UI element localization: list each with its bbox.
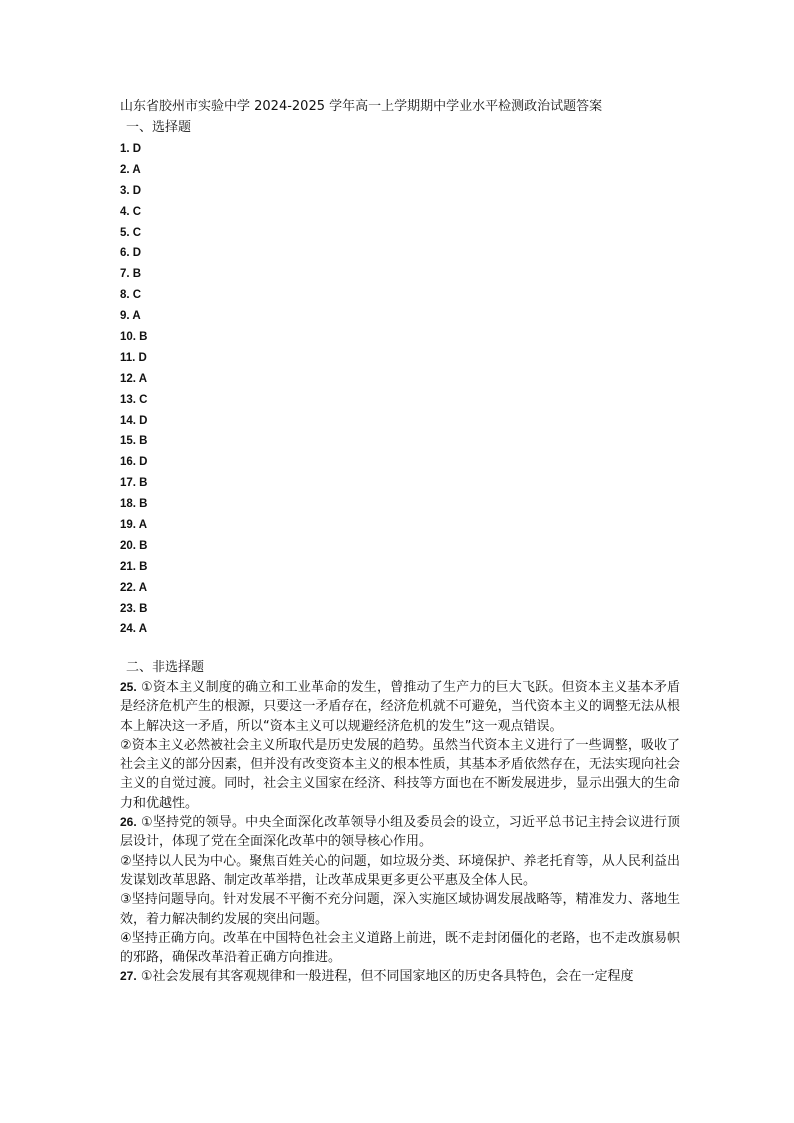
- list-item: 18. B: [120, 498, 148, 511]
- list-item: 4. C: [120, 205, 142, 218]
- section-heading-choice: 一、选择题: [126, 120, 192, 135]
- question-number: 27.: [120, 969, 137, 984]
- list-item: 21. B: [120, 560, 148, 573]
- section-heading-non-choice: 二、非选择题: [126, 660, 205, 675]
- list-item: 10. B: [120, 331, 148, 344]
- non-choice-answers: [120, 678, 680, 986]
- list-item: 11. D: [120, 351, 147, 364]
- q26-paragraph-2: ②坚持以人民为中心。聚焦百姓关心的问题，如垃圾分类、环境保护、养老托育等，从人民利益出发谋划改革思路、制定改革举措，让改革成果更多更公平惠及全体人民。: [120, 853, 680, 888]
- list-item: 3. D: [120, 184, 142, 197]
- q27-paragraph-1: [120, 967, 680, 986]
- document-title: 山东省胶州市实验中学 2024-2025 学年高一上学期期中学业水平检测政治试题答案: [120, 99, 603, 114]
- list-item: 9. A: [120, 310, 141, 323]
- list-item: 20. B: [120, 539, 148, 552]
- list-item: 14. D: [120, 414, 148, 427]
- question-number: 26.: [120, 815, 137, 830]
- q26-paragraph-4: ④坚持正确方向。改革在中国特色社会主义道路上前进，既不走封闭僵化的老路，也不走改旗易帜的邪路，确保改革沿着正确方向推进。: [120, 930, 680, 966]
- list-item: 12. A: [120, 372, 148, 385]
- list-item: 13. C: [120, 393, 148, 406]
- q26-paragraph-1: [120, 813, 680, 852]
- q25-text-1: ①资本主义制度的确立和工业革命的发生，曾推动了生产力的巨大飞跃。但资本主义基本矛盾是经济危机产生的根源，只要这一矛盾存在，经济危机就不可避免，当代资本主义的调整无法从根本上解决这一矛盾，所以“资本主义可以规避经济危机的发生”这一观点错误。: [120, 680, 681, 734]
- list-item: 24. A: [120, 623, 148, 636]
- list-item: 6. D: [120, 247, 142, 260]
- q25-paragraph-1: [120, 678, 680, 736]
- list-item: 15. B: [120, 435, 148, 448]
- list-item: 23. B: [120, 602, 148, 615]
- list-item: 19. A: [120, 519, 148, 532]
- list-item: 22. A: [120, 581, 148, 594]
- list-item: 7. B: [120, 268, 142, 281]
- question-number: 25.: [120, 680, 137, 694]
- list-item: 8. C: [120, 289, 142, 302]
- q26-text-1: ①坚持党的领导。中央全面深化改革领导小组及委员会的设立，习近平总书记主持会议进行顶层设计，体现了党在全面深化改革中的领导核心作用。: [120, 815, 681, 850]
- list-item: 16. D: [120, 456, 148, 469]
- list-item: 17. B: [120, 477, 148, 490]
- list-item: 1. D: [120, 143, 142, 155]
- list-item: 5. C: [120, 226, 142, 239]
- list-item: 2. A: [120, 163, 141, 176]
- choice-answer-list: [120, 140, 148, 641]
- q27-text-1: ①社会发展有其客观规律和一般进程，但不同国家地区的历史各具特色，会在一定程度: [140, 969, 634, 985]
- q26-paragraph-3: ③坚持问题导向。针对发展不平衡不充分问题，深入实施区域协调发展战略等，精准发力、落地生效，着力解决制约发展的突出问题。: [120, 892, 680, 927]
- q25-paragraph-2: ②资本主义必然被社会主义所取代是历史发展的趋势。虽然当代资本主义进行了一些调整，吸收了社会主义的部分因素，但并没有改变资本主义的根本性质，其基本矛盾依然存在，无法实现向社会主义的自觉过渡。同时，社会主义国家在经济、科技等方面也在不断发展进步，显示出强大的生命力和优越性。: [120, 737, 680, 811]
